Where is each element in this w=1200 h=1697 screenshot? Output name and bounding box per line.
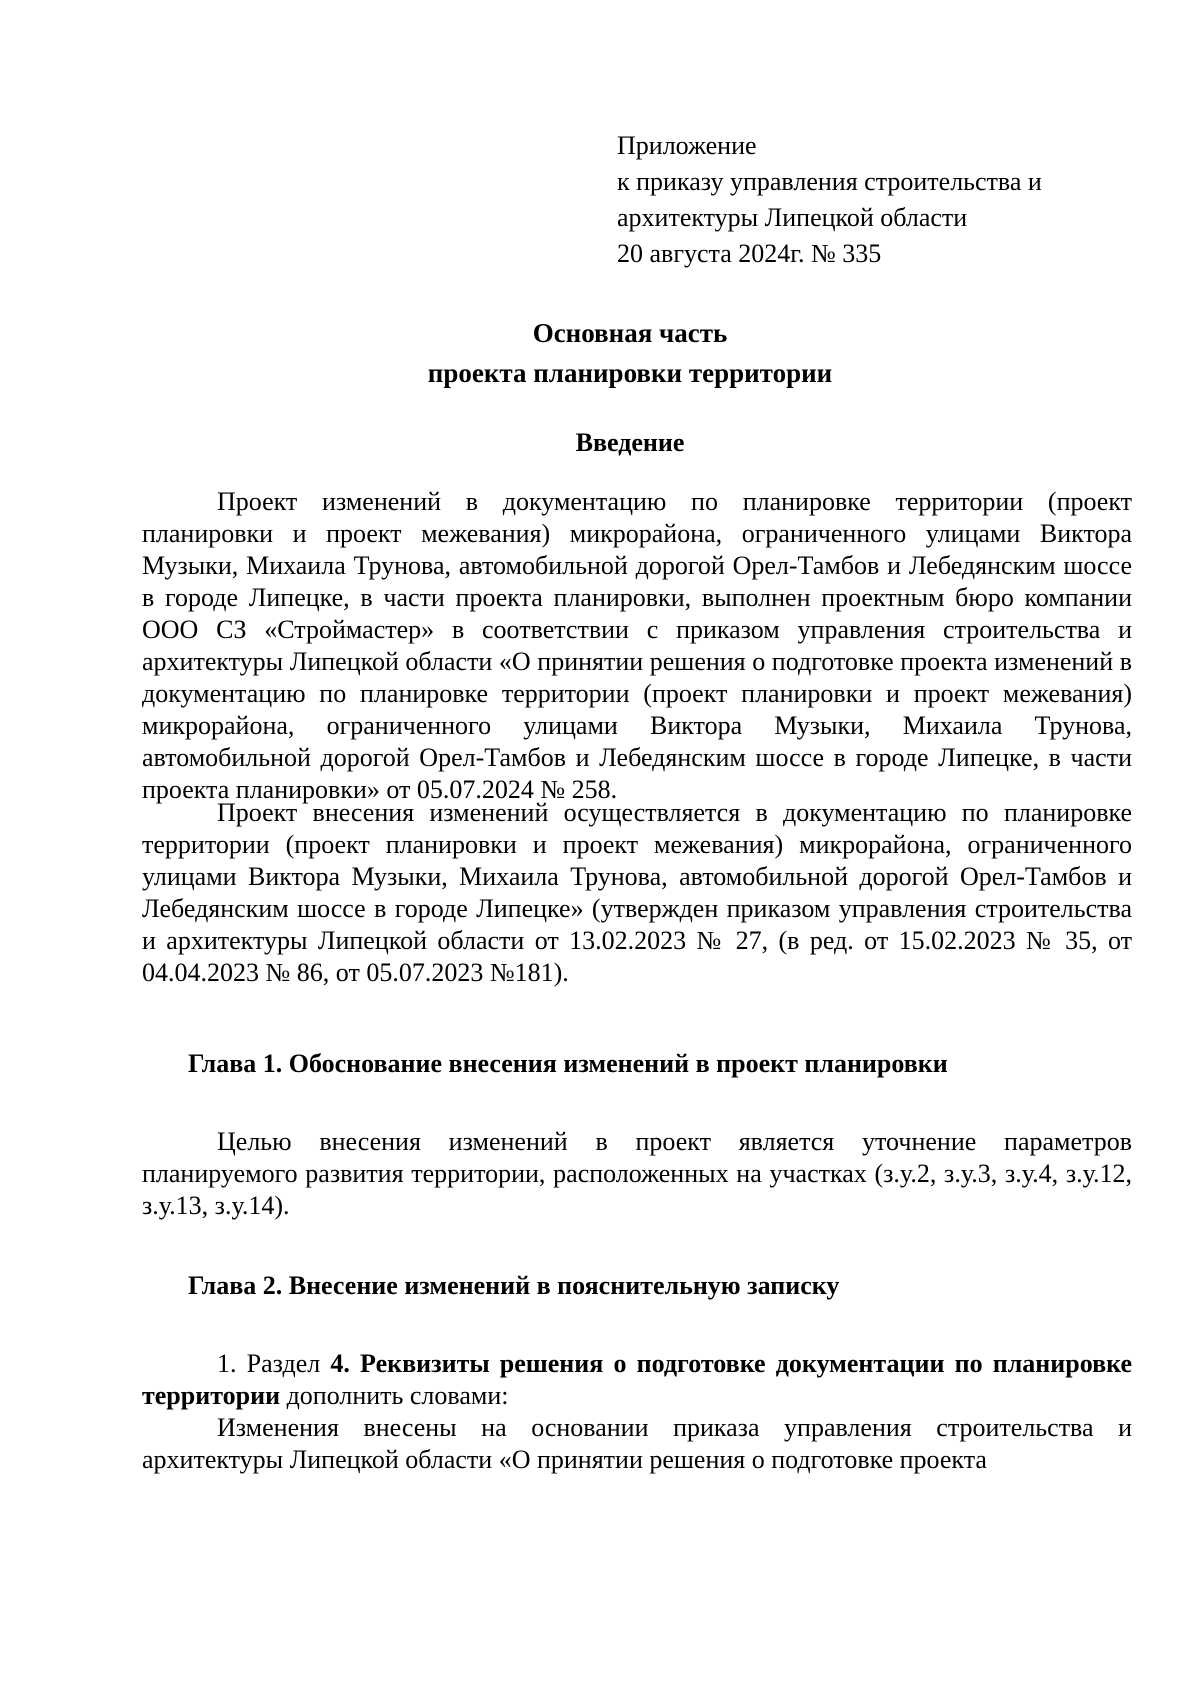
appendix-block [617,128,1137,272]
title-line-1: Основная часть [532,318,728,348]
intro-heading: Введение [575,428,685,457]
chapter-2-heading: Глава 2. Внесение изменений в пояснительную записку [188,1271,840,1300]
appendix-line-3: архитектуры Липецкой области [617,203,968,232]
intro-paragraph-1: Проект изменений в документацию по планировке территории (проект планировки и проект межевания) микрорайона, ограниченного улицами Виктора Музыки, Михаила Трунова, автомобильной дорогой Орел-Тамбов и Лебедянским шоссе в городе Липецке, в части проекта планировки, выполнен проектным бюро компании ООО СЗ «Строймастер» в соответствии с приказом управления строительства и архитектуры Липецкой области «О принятии решения о подготовке проекта изменений в документацию по планировке территории (проект планировки и проект межевания) микрорайона, ограниченного улицами Виктора Музыки, Михаила Трунова, автомобильной дорогой Орел-Тамбов и Лебедянским шоссе в городе Липецке, в части проекта планировки» от 05.07.2024 № 258. [142,487,1132,804]
intro-paragraph-2: Проект внесения изменений осуществляется в документацию по планировке территории (проект планировки и проект межевания) микрорайона, ограниченного улицами Виктора Музыки, Михаила Трунова, автомобильной дорогой Орел-Тамбов и Лебедянским шоссе в городе Липецке» (утвержден приказом управления строительства и архитектуры Липецкой области от 13.02.2023 № 27, (в ред. от 15.02.2023 № 35, от 04.04.2023 № 86, от 05.07.2023 №181). [142,798,1132,987]
appendix-line-2: к приказу управления строительства и [617,167,1042,196]
chapter-1-paragraph: Целью внесения изменений в проект является уточнение параметров планируемого развития территории, расположенных на участках (з.у.2, з.у.3, з.у.4, з.у.12, з.у.13, з.у.14). [142,1127,1132,1220]
appendix-line-4: 20 августа 2024г. № 335 [617,239,882,268]
item-1-suffix: дополнить словами: [280,1381,509,1410]
chapter-2-item-1 [142,1348,1132,1412]
chapter-2-paragraph: Изменения внесены на основании приказа управления строительства и архитектуры Липецкой области «О принятии решения о подготовке проекта [142,1413,1132,1474]
document-title [0,313,1200,393]
item-1-prefix: 1. Раздел [217,1349,331,1378]
appendix-line-1: Приложение [617,131,757,160]
title-line-2: проекта планировки территории [427,358,833,388]
chapter-1-heading: Глава 1. Обоснование внесения изменений в проект планировки [188,1049,948,1078]
item-1-section-title: 4. Реквизиты решения о подготовке документации по планировке территории [142,1349,1132,1410]
